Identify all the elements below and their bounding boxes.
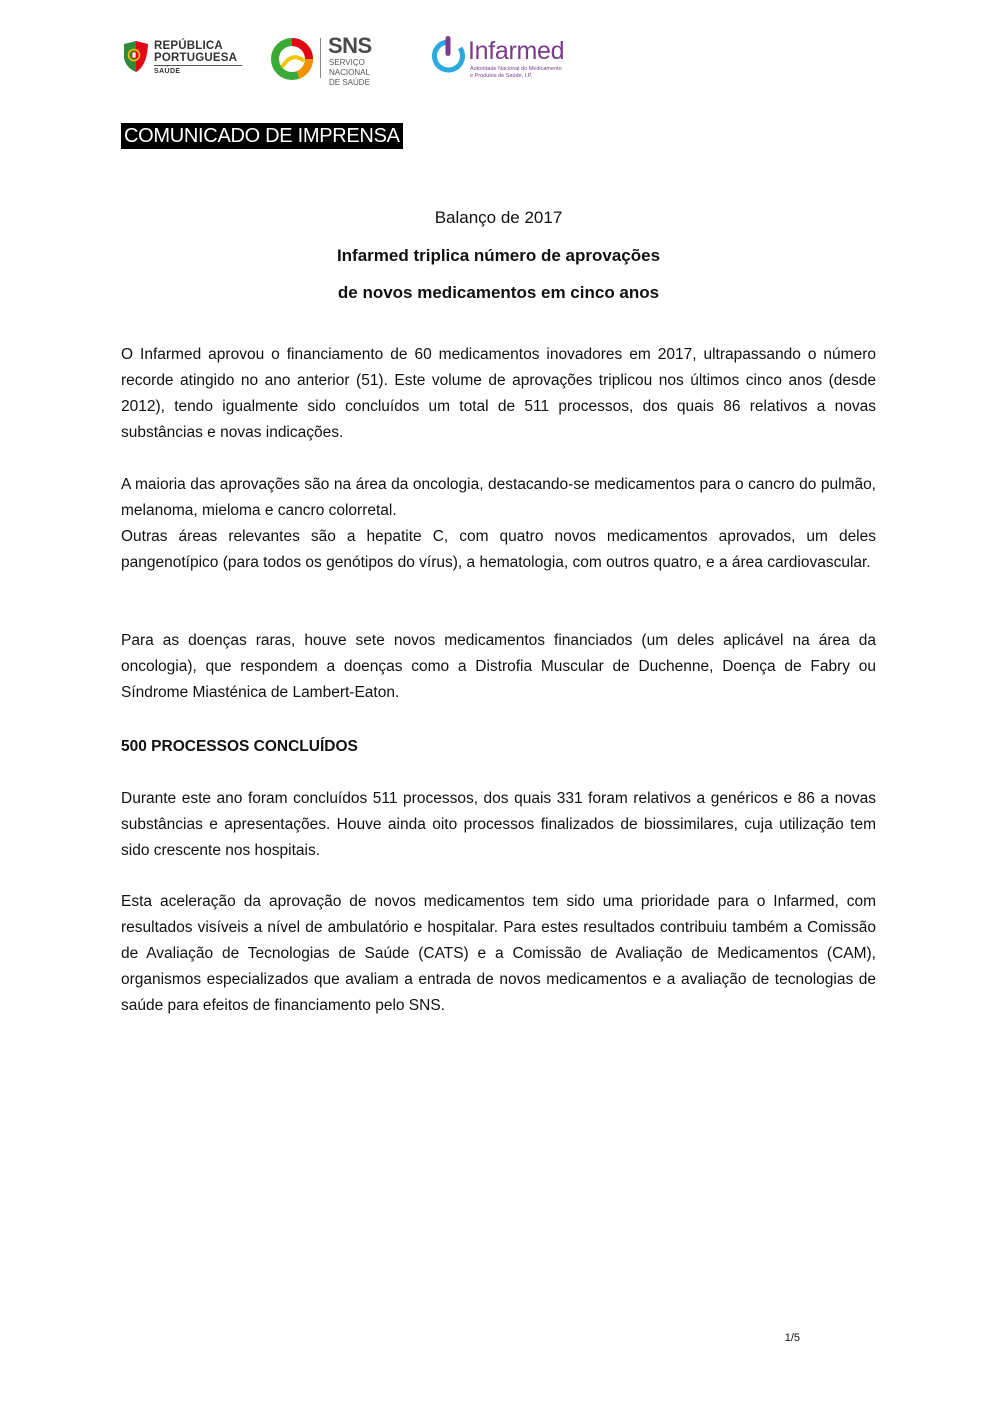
paragraph-6: Esta aceleração da aprovação de novos medicamentos tem sido uma prioridade para o Infarmed, com resultados visíveis a nível de ambulatório e hospitalar. Para estes resultados contribuiu também a Comissão de Avaliação de Tecnologias de Saúde (CATS) e a Comissão de Avaliação de Medicamentos (CAM), organismos especializados que avaliam a entrada de novos medicamentos e a avaliação de tecnologias de saúde para efeitos de financiamento pelo SNS.	[121, 893, 876, 1014]
republica-line1: REPÚBLICA	[154, 40, 223, 52]
header-logos	[122, 33, 582, 87]
paragraph-1: O Infarmed aprovou o financiamento de 60 medicamentos inovadores em 2017, ultrapassando o número recorde atingido no ano anterior (51). Este volume de aprovações triplicou nos últimos cinco anos (desde 2012), tendo igualmente sido concluídos um total de 511 processos, dos quais 86 relativos a novas substâncias e novas indicações.	[121, 346, 876, 441]
sns-sub-line1: SERVIÇO NACIONAL	[329, 58, 370, 77]
republica-rule	[154, 65, 242, 66]
title-line2: Infarmed triplica número de aprovações	[336, 246, 661, 265]
sns-ring-icon	[270, 37, 314, 81]
republica-line3: SAÚDE	[154, 68, 181, 75]
section-heading: 500 PROCESSOS CONCLUÍDOS	[121, 738, 358, 755]
infarmed-drop-icon	[430, 36, 466, 76]
infarmed-sub-line2: e Produtos de Saúde, I.P.	[470, 73, 533, 79]
press-release-banner: COMUNICADO DE IMPRENSA	[121, 123, 403, 149]
sns-subtitle	[329, 58, 405, 88]
infarmed-logo	[430, 34, 575, 84]
sns-logo	[270, 33, 405, 87]
republica-line2: PORTUGUESA	[154, 52, 238, 64]
infarmed-subtitle	[470, 66, 562, 80]
title-line3: de novos medicamentos em cinco anos	[337, 283, 660, 302]
sns-title: SNS	[328, 33, 372, 58]
page-number: 1/5	[784, 1332, 800, 1344]
paragraph-2: A maioria das aprovações são na área da oncologia, destacando-se medicamentos para o cancro do pulmão, melanoma, mieloma e cancro colorretal.	[121, 476, 876, 519]
sns-divider	[320, 38, 321, 78]
portugal-shield-icon	[122, 40, 150, 76]
sns-sub-line2: DE SAÚDE	[329, 78, 370, 87]
paragraph-5: Durante este ano foram concluídos 511 processos, dos quais 331 foram relativos a genéricos e 86 a novas substâncias e apresentações. Houve ainda oito processos finalizados de biossimilares, cuja utilização tem sido crescente nos hospitais.	[121, 790, 876, 859]
title-line1: Balanço de 2017	[434, 208, 563, 227]
infarmed-sub-line1: Autoridade Nacional do Medicamento	[470, 66, 562, 72]
infarmed-title: Infarmed	[468, 37, 565, 65]
republica-portuguesa-logo	[122, 34, 247, 84]
paragraph-3: Outras áreas relevantes são a hepatite C, com quatro novos medicamentos aprovados, um deles pangenotípico (para todos os genótipos do vírus), a hematologia, com outros quatro, e a área cardiovascular.	[121, 528, 876, 571]
paragraph-4: Para as doenças raras, houve sete novos medicamentos financiados (um deles aplicável na área da oncologia), que respondem a doenças como a Distrofia Muscular de Duchenne, Doença de Fabry ou Síndrome Miasténica de Lambert-Eaton.	[121, 632, 876, 701]
